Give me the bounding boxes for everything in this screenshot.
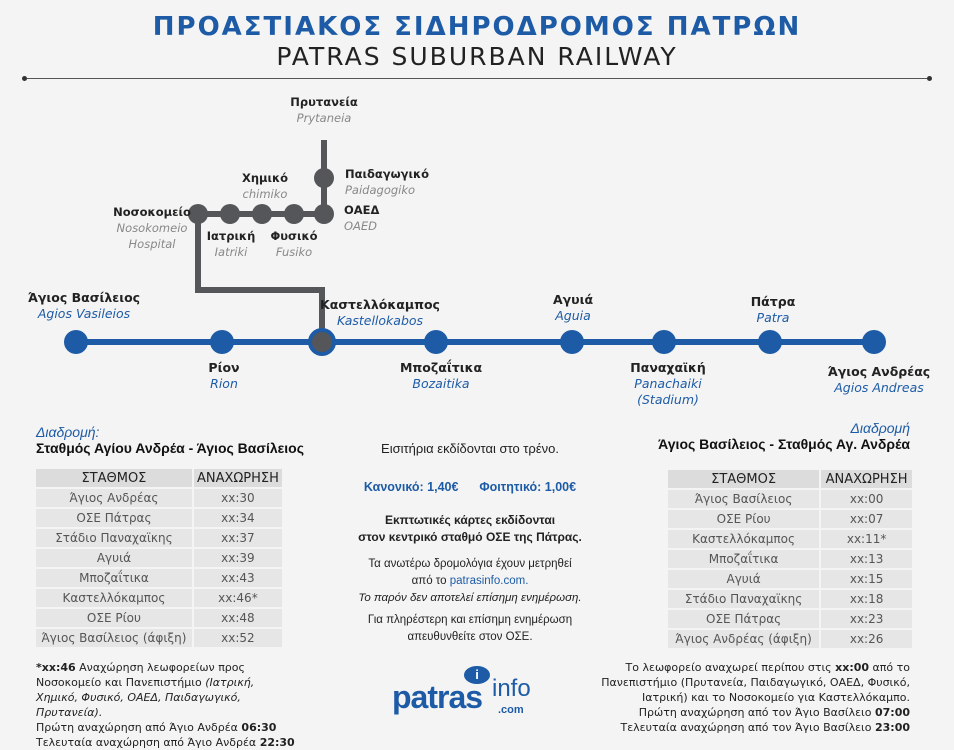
route-title: Σταθμός Αγίου Ανδρέα - Άγιος Βασίλειος — [36, 440, 304, 456]
station-label-prytaneia: Πρυτανεία Prytaneia — [290, 95, 358, 125]
table-row: ΟΣΕ Ρίου xx:07 — [668, 510, 912, 528]
right-route — [658, 420, 910, 452]
station-label-kastellokampos: Καστελλόκαμπος Kastellokabos — [320, 297, 440, 328]
station-label-patra: Πάτρα Patra — [750, 294, 796, 325]
table-row: Μποζαΐτικα xx:13 — [668, 550, 912, 568]
station-dot-aguia — [560, 330, 584, 354]
regular-fare: Κανονικό: 1,40€ — [363, 480, 459, 494]
station-dot-agios-vasileios — [64, 330, 88, 354]
left-timetable — [36, 467, 282, 649]
table-row: Στάδιο Παναχαϊκης xx:18 — [668, 590, 912, 608]
station-label-nosokomeio: Νοσοκομείο Nosokomeio Hospital — [113, 205, 191, 251]
station-label-panachaiki: Παναχαϊκή Panachaiki (Stadium) — [630, 360, 706, 407]
station-label-iatriki: Ιατρική Iatriki — [206, 229, 256, 259]
table-row: Άγιος Ανδρέας xx:30 — [36, 489, 282, 507]
station-dot-oaed — [314, 204, 334, 224]
station-label-rion: Ρίον Rion — [208, 360, 240, 391]
table-row: Καστελλόκαμπος xx:11* — [668, 530, 912, 548]
station-label-oaed: ΟΑΕΔ OAED — [344, 203, 380, 233]
station-dot-patra — [758, 330, 782, 354]
contact-note: Για πληρέστερη και επίσημη ενημέρωση απευθυνθείτε στον ΟΣΕ. — [367, 614, 573, 643]
table-row: Άγιος Βασίλειος (άφιξη) xx:52 — [36, 629, 282, 647]
station-label-agios-andreas: Άγιος Ανδρέας Agios Andreas — [827, 364, 931, 395]
station-label-aguia: Αγυιά Aguia — [552, 292, 594, 323]
table-row: Αγυιά xx:39 — [36, 549, 282, 567]
station-label-fusiko: Φυσικό Fusiko — [270, 229, 318, 259]
table-row: ΟΣΕ Ρίου xx:48 — [36, 609, 282, 627]
station-label-chimiko: Χημικό chimiko — [241, 171, 289, 201]
table-row: Στάδιο Παναχαϊκης xx:37 — [36, 529, 282, 547]
left-route — [36, 424, 304, 456]
right-notes: Το λεωφορείο αναχωρεί περίπου στις xx:00 από το Πανεπιστήμιο (Πρυτανεία, Παιδαγωγικό, ΟΑΕΔ, Φυσικό, Ιατρική) και το Νοσοκομείο για Καστελλόκαμπο. Πρώτη αναχώρηση από τον Άγιο Βασίλειο 07:00 Τελευταία αναχώρηση από τον Άγιο Βασίλειο 23:00 — [601, 661, 910, 734]
station-dot-bozaitika — [424, 330, 448, 354]
table-row: Άγιος Ανδρέας (άφιξη) xx:26 — [668, 630, 912, 648]
station-dot-kastellokampos — [310, 330, 334, 354]
station-label-bozaitika: Μποζαΐτικα Bozaitika — [399, 360, 483, 391]
table-row: Άγιος Βασίλειος xx:00 — [668, 490, 912, 508]
table-row: Αγυιά xx:15 — [668, 570, 912, 588]
station-dot-paidagogiko — [314, 168, 334, 188]
route-label: Διαδρομή — [850, 420, 910, 436]
station-label-paidagogiko: Παιδαγωγικό Paidagogiko — [345, 167, 430, 197]
col-header: ΑΝΑΧΩΡΗΣΗ — [194, 469, 282, 487]
route-label: Διαδρομή: — [36, 424, 100, 440]
station-dot-rion — [210, 330, 234, 354]
tickets-note: Εισιτήρια εκδίδονται στο τρένο. — [381, 441, 559, 456]
measurement-note: Τα ανωτέρω δρομολόγια έχουν μετρηθεί από το patrasinfo.com. Το παρόν δεν αποτελεί επίσημη ενημέρωση. — [358, 558, 582, 604]
fares — [340, 479, 600, 496]
left-notes: *xx:46 Αναχώρηση λεωφορείων προς Νοσοκομείο και Πανεπιστήμιο (Ιατρική, Χημικό, Φυσικό, ΟΑΕΔ, Παιδαγωγικό, Πρυτανεία). Πρώτη αναχώρηση από Άγιο Ανδρέα 06:30 Τελευταία αναχώρηση από Άγιο Ανδρέα 22:30 — [36, 661, 295, 749]
title-english: PATRAS SUBURBAN RAILWAY — [276, 42, 678, 71]
col-header: ΣΤΑΘΜΟΣ — [668, 470, 821, 488]
patrasinfo-link[interactable]: patrasinfo.com. — [449, 575, 529, 587]
patrasinfo-logo: i patras info .com — [392, 667, 531, 716]
table-row: Μποζαΐτικα xx:43 — [36, 569, 282, 587]
route-title: Άγιος Βασίλειος - Σταθμός Αγ. Ανδρέα — [658, 436, 910, 452]
station-label-agios-vasileios: Άγιος Βασίλειος Agios Vasileios — [27, 290, 141, 321]
right-timetable — [668, 468, 912, 650]
title-greek: ΠΡΟΑΣΤΙΑΚΟΣ ΣΙΔΗΡΟΔΡΟΜΟΣ ΠΑΤΡΩΝ — [152, 12, 802, 42]
station-dot-iatriki — [220, 204, 240, 224]
station-dot-chimiko — [252, 204, 272, 224]
table-row: Καστελλόκαμπος xx:46* — [36, 589, 282, 607]
table-row: ΟΣΕ Πάτρας xx:23 — [668, 610, 912, 628]
col-header: ΑΝΑΧΩΡΗΣΗ — [821, 470, 912, 488]
discount-cards-note: Εκπτωτικές κάρτες εκδίδονται στον κεντρικό σταθμό ΟΣΕ της Πάτρας. — [358, 513, 582, 544]
station-dot-panachaiki — [652, 330, 676, 354]
info-bubble-icon: i — [464, 666, 490, 684]
student-fare: Φοιτητικό: 1,00€ — [479, 480, 577, 494]
station-dot-agios-andreas — [862, 330, 886, 354]
col-header: ΣΤΑΘΜΟΣ — [36, 469, 194, 487]
station-dot-fusiko — [284, 204, 304, 224]
table-row: ΟΣΕ Πάτρας xx:34 — [36, 509, 282, 527]
